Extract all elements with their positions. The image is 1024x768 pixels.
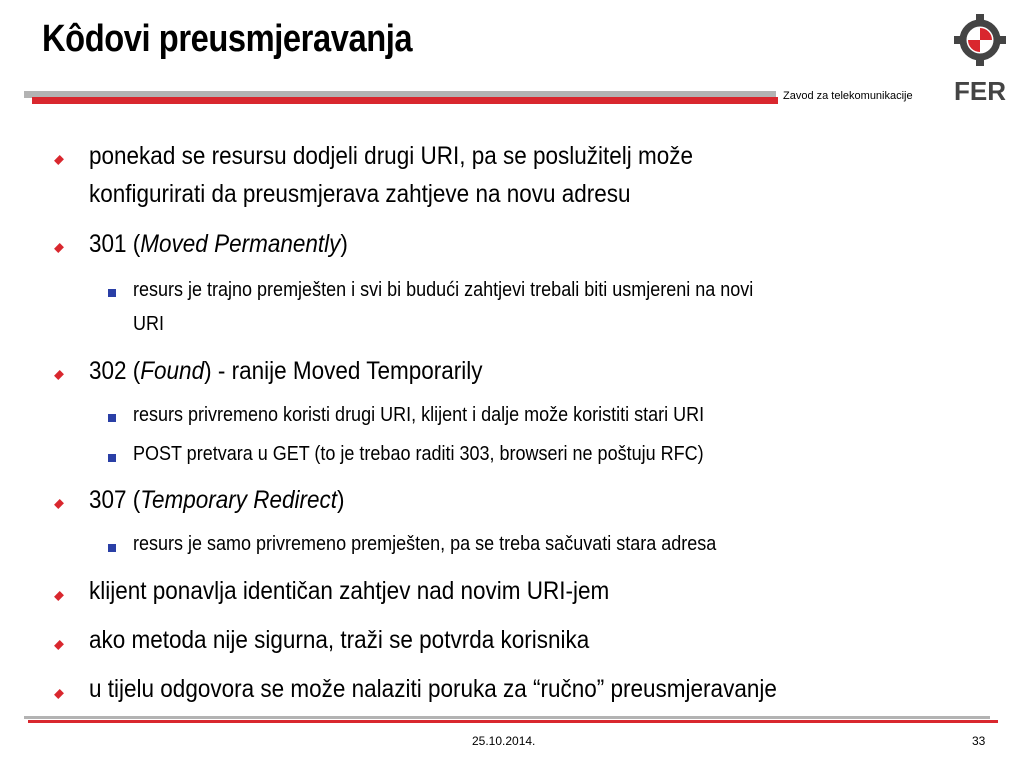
status-name-307: Temporary Redirect [140, 486, 338, 514]
bullet-2-sub-1-line-2: URI [133, 313, 165, 335]
status-code-302: 302 ( [89, 357, 141, 385]
bullet-2-close: ) [340, 230, 348, 258]
bullet-1-line-2: konfigurirati da preusmjerava zahtjeve na novu adresu [89, 180, 631, 208]
bullet-diamond-icon [54, 591, 64, 601]
footer-date: 25.10.2014. [472, 734, 536, 748]
sub-bullet-square-icon [108, 414, 116, 422]
bullet-diamond-icon [54, 370, 64, 380]
bullet-3 [89, 357, 483, 386]
status-name-302: Found [140, 357, 205, 385]
sub-bullet-square-icon [108, 544, 116, 552]
bullet-3-rest: ) - ranije Moved Temporarily [204, 357, 483, 385]
bullet-4 [89, 486, 345, 515]
sub-bullet-square-icon [108, 454, 116, 462]
status-name-301: Moved Permanently [140, 230, 341, 258]
logo-text: FER [954, 76, 1006, 106]
status-code-307: 307 ( [89, 486, 141, 514]
bullet-diamond-icon [54, 499, 64, 509]
bullet-4-close: ) [337, 486, 345, 514]
status-code-301: 301 ( [89, 230, 141, 258]
sub-bullet-square-icon [108, 289, 116, 297]
fer-logo [948, 10, 1012, 106]
bullet-2-sub-1-line-1: resurs je trajno premješten i svi bi budući zahtjevi trebali biti usmjereni na novi [133, 279, 754, 301]
footer-divider-gray [24, 716, 990, 719]
bullet-3-sub-1: resurs privremeno koristi drugi URI, klijent i dalje može koristiti stari URI [133, 404, 705, 426]
bullet-diamond-icon [54, 243, 64, 253]
bullet-3-sub-2: POST pretvara u GET (to je trebao raditi 303, browseri ne poštuju RFC) [133, 443, 704, 465]
header-divider-red [32, 97, 778, 104]
bullet-5: klijent ponavlja identičan zahtjev nad novim URI-jem [89, 577, 610, 605]
institute-name: Zavod za telekomunikacije [783, 90, 913, 102]
bullet-7: u tijelu odgovora se može nalaziti poruka za “ručno” preusmjeravanje [89, 675, 777, 703]
slide-title: Kôdovi preusmjeravanja [42, 18, 413, 60]
bullet-diamond-icon [54, 689, 64, 699]
bullet-diamond-icon [54, 640, 64, 650]
bullet-diamond-icon [54, 155, 64, 165]
bullet-6: ako metoda nije sigurna, traži se potvrda korisnika [89, 626, 590, 654]
bullet-2 [89, 230, 348, 259]
page-number: 33 [972, 734, 986, 748]
bullet-4-sub-1: resurs je samo privremeno premješten, pa se treba sačuvati stara adresa [133, 533, 717, 555]
bullet-1-line-1: ponekad se resursu dodjeli drugi URI, pa se poslužitelj može [89, 142, 694, 170]
footer-divider-red [28, 720, 998, 723]
